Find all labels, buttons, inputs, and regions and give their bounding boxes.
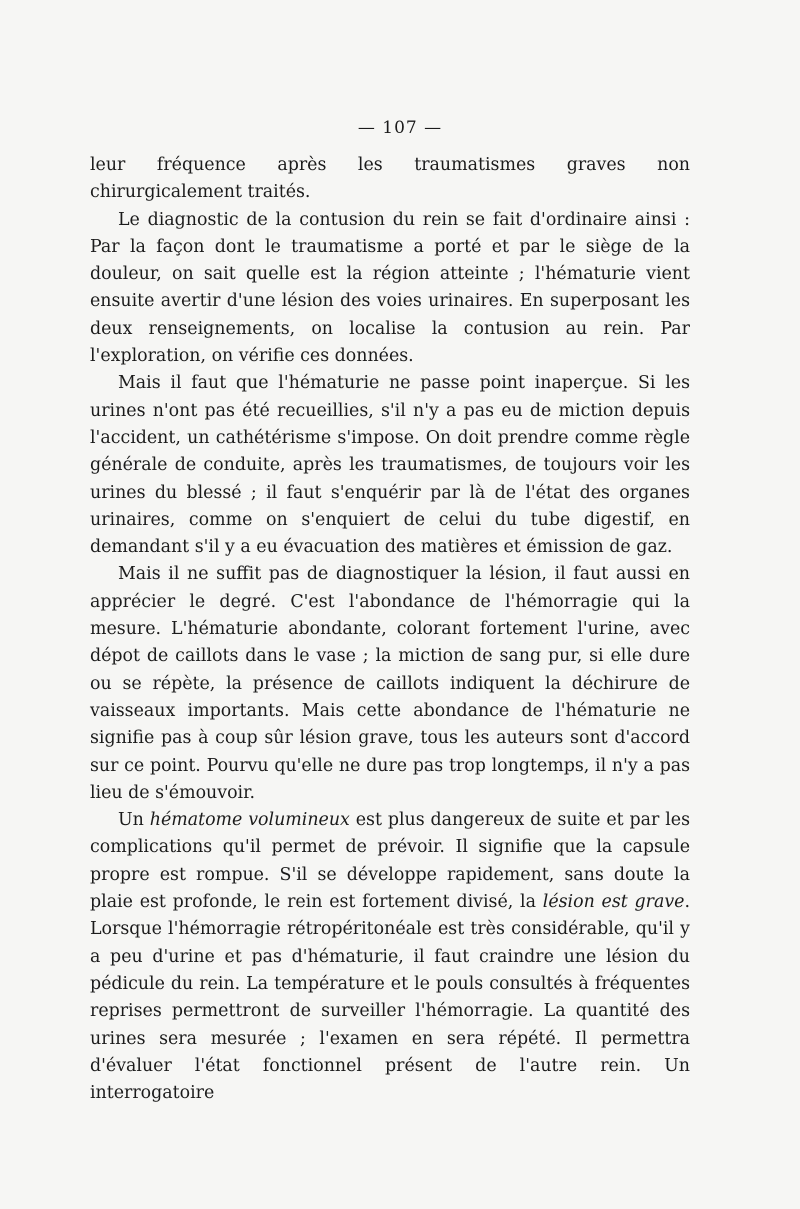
paragraph-3 (90, 370, 690, 561)
paragraph-2-text: Le diagnostic de la contusion du rein se fait d'ordinaire ainsi : Par la façon dont le traumatisme a porté et par le siège de la douleur, on sait quelle est la région atteinte ; l'hématurie vient ensuite avertir d'une lésion des voies urinaires. En superposant les deux renseignements, on localise la contusion au rein. Par l'exploration, on vérifie ces données. (90, 209, 690, 367)
paragraph-1 (90, 152, 690, 207)
paragraph-3-text: Mais il faut que l'hématurie ne passe point inaperçue. Si les urines n'ont pas été recueillies, s'il n'y a pas eu de miction depuis l'accident, un cathétérisme s'impose. On doit prendre comme règle générale de conduite, après les traumatismes, de toujours voir les urines du blessé ; il faut s'enquérir par là de l'état des organes urinaires, comme on s'enquiert de celui du tube digestif, en demandant s'il y a eu évacuation des matières et émission de gaz. (90, 373, 690, 558)
paragraph-5-text-c: . Lorsque l'hémorragie rétropéritonéale est très considérable, qu'il y a peu d'urine et pas d'hématurie, il faut craindre une lésion du pédicule du rein. La température et le pouls consultés à fréquentes reprises permettront de surveiller l'hémorragie. La quantité des urines sera mesurée ; l'examen en sera répété. Il permettra d'évaluer l'état fonctionnel présent de l'autre rein. Un interrogatoire (90, 892, 691, 1104)
paragraph-2 (90, 207, 690, 371)
paragraph-5-text-a: Un (118, 810, 150, 831)
paragraph-4-text: Mais il ne suffit pas de diagnostiquer la lésion, il faut aussi en apprécier le degré. C'est l'abondance de l'hémorragie qui la mesure. L'hématurie abondante, colorant fortement l'urine, avec dépot de caillots dans le vase ; la miction de sang pur, si elle dure ou se répète, la présence de caillots indiquent la déchirure de vaisseaux importants. Mais cette abondance de l'hématurie ne signifie pas à coup sûr lésion grave, tous les auteurs sont d'accord sur ce point. Pourvu qu'elle ne dure pas trop longtemps, il n'y a pas lieu de s'émouvoir. (90, 564, 690, 803)
page-body (90, 152, 690, 1107)
paragraph-5-text-b: est plus dangereux de suite et par les complications qu'il permet de prévoir. Il signifie que la capsule propre est rompue. S'il se développe rapidement, sans doute la plaie est profonde, le rein est fortement divisé, la (90, 810, 690, 913)
paragraph-4 (90, 561, 690, 807)
paragraph-1-text: leur fréquence après les traumatismes graves non chirurgicalement traités. (90, 155, 690, 203)
paragraph-5-emphasis-lesion: lésion est grave (542, 892, 685, 913)
page-number: — 107 — (357, 118, 443, 138)
paragraph-5 (90, 807, 690, 1107)
paragraph-5-emphasis-hematome: hématome volumineux (149, 810, 350, 831)
